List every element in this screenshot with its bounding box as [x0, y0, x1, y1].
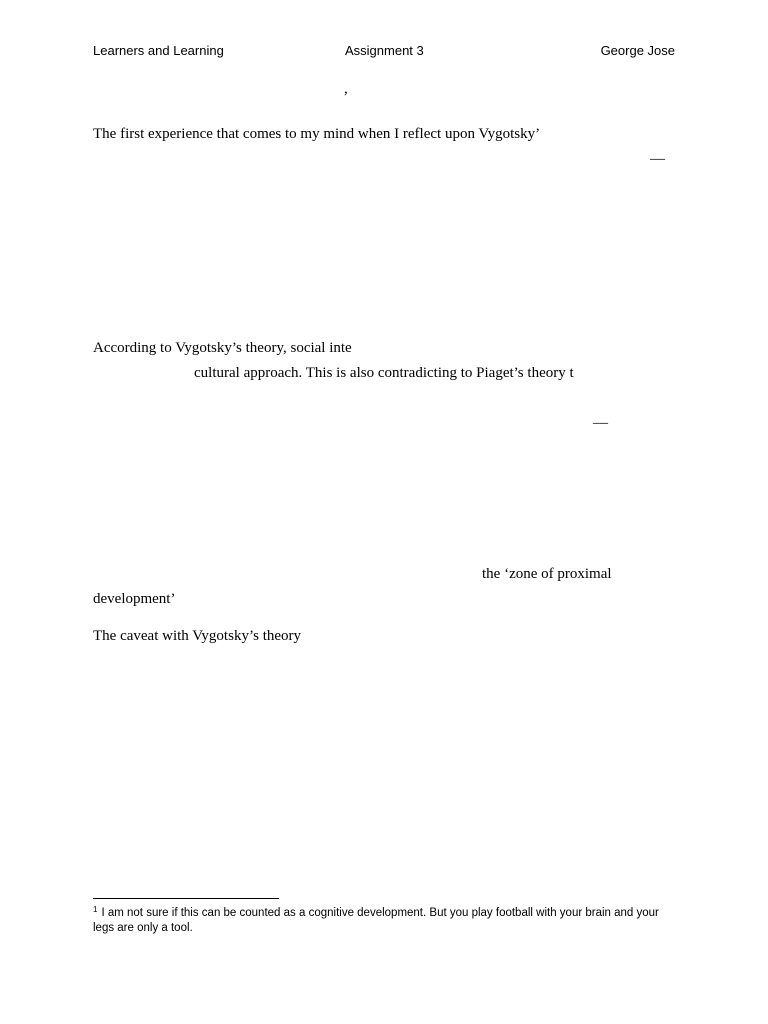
paragraph-3-line-2: development’ [93, 591, 176, 607]
footnote-marker: 1 [93, 905, 98, 914]
header-author: George Jose [600, 43, 675, 58]
stray-comma-mark: , [344, 81, 348, 97]
paragraph-3-fragment: the ‘zone of proximal [482, 566, 612, 582]
paragraph-1-line-1: The first experience that comes to my mind when I reflect upon Vygotsky’ [93, 126, 541, 142]
paragraph-2-line-1: According to Vygotsky’s theory, social inte [93, 340, 352, 356]
header-course-title: Learners and Learning [93, 43, 224, 58]
em-dash-1: — [650, 151, 665, 167]
paragraph-2-line-2: cultural approach. This is also contradicting to Piaget’s theory t [194, 365, 574, 381]
paragraph-4-line-1: The caveat with Vygotsky’s theory [93, 628, 302, 644]
header-assignment: Assignment 3 [345, 43, 424, 58]
footnote [93, 906, 683, 936]
em-dash-2: — [593, 415, 608, 431]
footnote-separator [93, 898, 279, 899]
footnote-text: I am not sure if this can be counted as a cognitive development. But you play football with your brain and your legs are only a tool. [93, 907, 659, 934]
